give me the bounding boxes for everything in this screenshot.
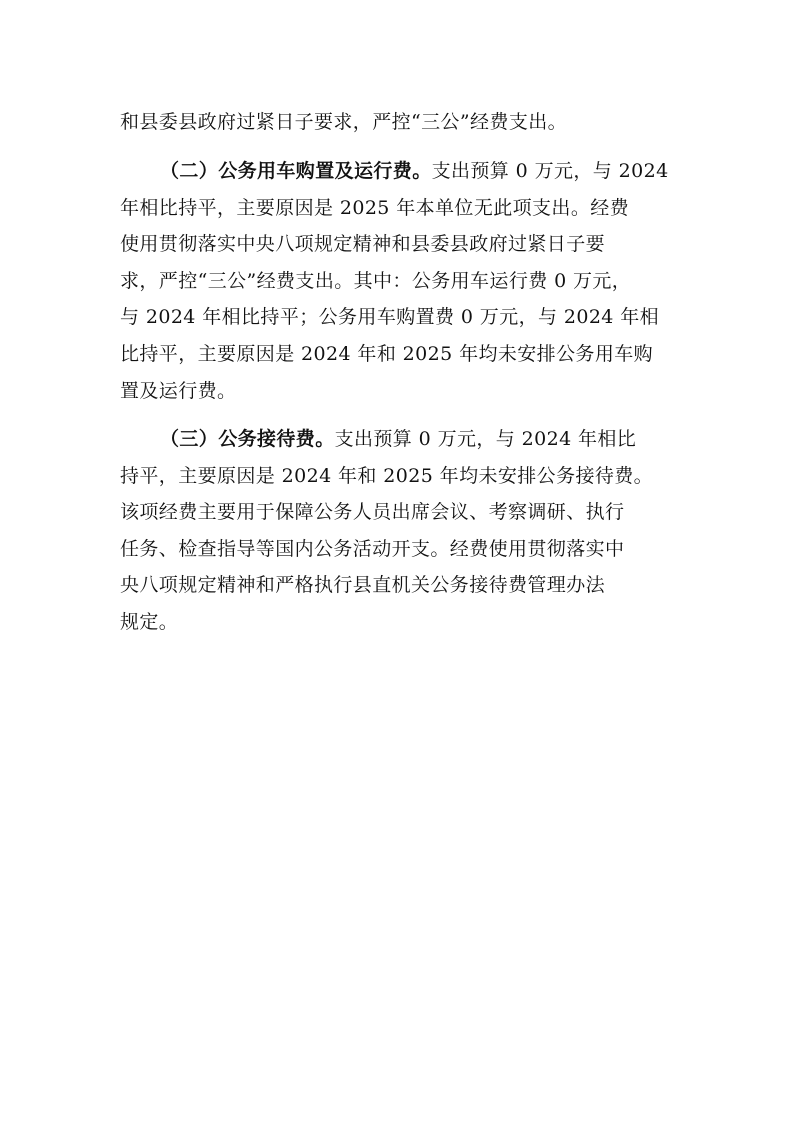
text-line: 该项经费主要用于保障公务人员出席会议、考察调研、执行: [120, 501, 625, 524]
text-line: 央八项规定精神和严格执行县直机关公务接待费管理办法: [120, 574, 606, 597]
text-line: 比持平，主要原因是 2024 年和 2025 年均未安排公务用车购: [120, 342, 654, 365]
text-line: 使用贯彻落实中央八项规定精神和县委县政府过紧日子要: [120, 233, 606, 256]
text-line: 和县委县政府过紧日子要求，严控“三公”经费支出。: [120, 111, 568, 133]
text-line: 任务、检查指导等国内公务活动开支。经费使用贯彻落实中: [120, 537, 625, 560]
text-line: 持平，主要原因是 2024 年和 2025 年均未安排公务接待费。: [120, 464, 654, 487]
text-run: 支出预算 0 万元，与 2024: [431, 160, 669, 182]
text-line: [120, 421, 680, 458]
text-line: [120, 153, 680, 190]
paragraph-continuation: [120, 104, 680, 141]
text-line: 与 2024 年相比持平；公务用车购置费 0 万元，与 2024 年相: [120, 306, 660, 329]
paragraph-vehicle-expenses: [120, 153, 680, 409]
text-line: 规定。: [120, 610, 179, 633]
section-heading-vehicle: （二）公务用车购置及运行费。: [160, 160, 432, 182]
paragraph-reception-expenses: [120, 421, 680, 641]
text-run: 支出预算 0 万元，与 2024 年相比: [334, 428, 637, 450]
text-line: 求，严控“三公”经费支出。其中：公务用车运行费 0 万元，: [120, 269, 632, 292]
text-line: 年相比持平，主要原因是 2025 年本单位无此项支出。经费: [120, 196, 630, 219]
text-line: 置及运行费。: [120, 379, 237, 402]
section-heading-reception: （三）公务接待费。: [160, 428, 335, 450]
